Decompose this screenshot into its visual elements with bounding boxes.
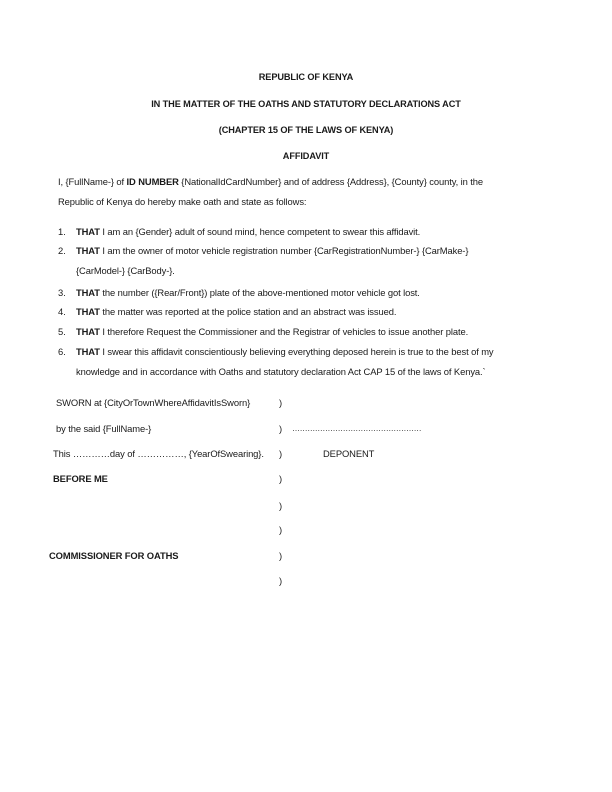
item-lead: THAT — [76, 326, 100, 337]
sworn-at-label: SWORN at {CityOrTownWhereAffidavitIsSworn} — [56, 397, 251, 408]
item-text: the matter was reported at the police station and an abstract was issued. — [99, 306, 397, 317]
item-number: 6. — [58, 346, 66, 357]
commissioner-label: COMMISSIONER FOR OATHS — [49, 550, 179, 561]
intro-part-1: I, {FullName-} of — [58, 176, 127, 187]
bracket: ) — [279, 575, 283, 586]
bracket: ) — [279, 423, 283, 434]
item-lead: THAT — [76, 346, 100, 357]
header-republic: REPUBLIC OF KENYA — [258, 72, 354, 82]
item-lead: THAT — [76, 306, 100, 317]
item-lead: THAT — [76, 287, 100, 298]
bracket: ) — [279, 473, 283, 484]
item-number: 3. — [58, 287, 66, 298]
header-matter: IN THE MATTER OF THE OATHS AND STATUTORY DECLARATIONS ACT — [151, 99, 461, 109]
document-title: AFFIDAVIT — [282, 151, 330, 161]
bracket: ) — [279, 500, 283, 511]
item-text: I am an {Gender} adult of sound mind, hence competent to swear this affidavit. — [99, 226, 421, 237]
header-chapter: (CHAPTER 15 OF THE LAWS OF KENYA) — [218, 125, 394, 135]
item-text: I swear this affidavit conscientiously believing everything deposed herein is true to the best of my — [99, 346, 494, 357]
item-number: 5. — [58, 326, 66, 337]
id-number-label: ID NUMBER — [126, 176, 179, 187]
item-continuation: knowledge and in accordance with Oaths and statutory declaration Act CAP 15 of the laws of Kenya.` — [76, 365, 486, 377]
item-number: 1. — [58, 226, 66, 237]
item-text: the number ({Rear/Front}) plate of the above-mentioned motor vehicle got lost. — [99, 287, 420, 298]
intro-paragraph — [58, 172, 558, 211]
intro-line-2: Republic of Kenya do hereby make oath and state as follows: — [58, 195, 307, 207]
deponent-signature-line: …………………………………………… — [292, 424, 422, 433]
bracket: ) — [279, 524, 283, 535]
deponent-label: DEPONENT — [323, 448, 375, 459]
item-continuation: {CarModel-} {CarBody-}. — [76, 264, 175, 276]
intro-part-2: {NationalIdCardNumber} and of address {Address}, {County} county, in the — [178, 176, 483, 187]
this-day-label: This …………day of ……………, {YearOfSwearing}. — [53, 448, 264, 459]
item-lead: THAT — [76, 226, 100, 237]
item-number: 2. — [58, 245, 66, 256]
intro-line-1 — [58, 172, 558, 192]
by-the-said-label: by the said {FullName-} — [56, 423, 152, 434]
item-text: I therefore Request the Commissioner and the Registrar of vehicles to issue another plate. — [99, 326, 469, 337]
item-lead: THAT — [76, 245, 100, 256]
item-text: I am the owner of motor vehicle registration number {CarRegistrationNumber-} {CarMake-} — [99, 245, 469, 256]
item-number: 4. — [58, 306, 66, 317]
bracket: ) — [279, 448, 283, 459]
bracket: ) — [279, 550, 283, 561]
before-me-label: BEFORE ME — [53, 473, 108, 484]
bracket: ) — [279, 397, 283, 408]
